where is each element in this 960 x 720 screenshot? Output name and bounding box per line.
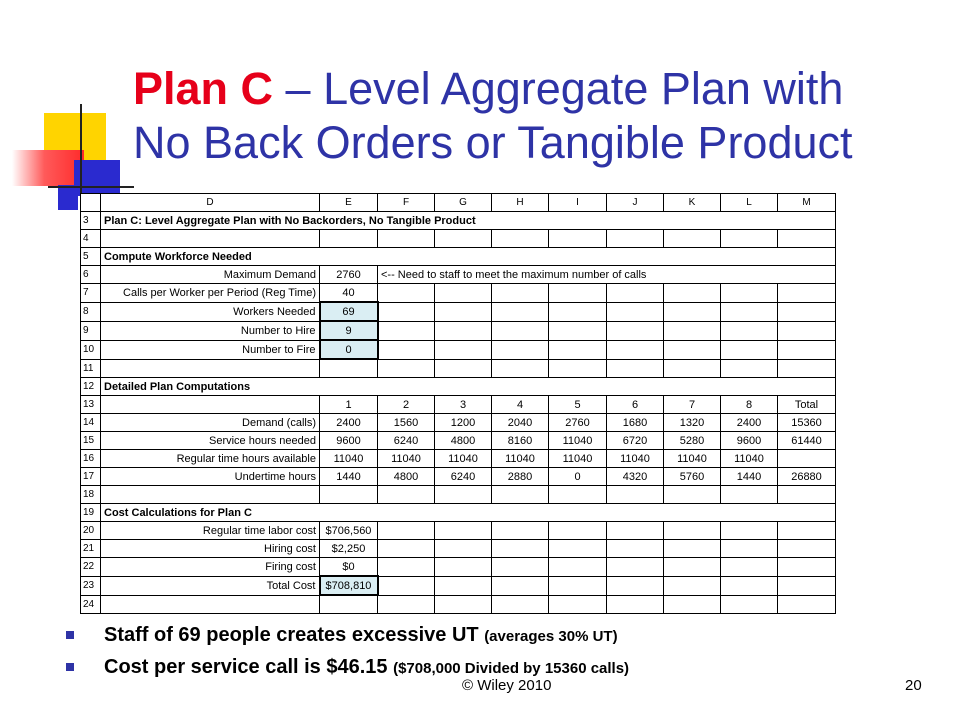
value-cell: 6 [607, 396, 664, 414]
value-cell [778, 486, 836, 504]
value-cell [320, 486, 378, 504]
section-heading: Plan C: Level Aggregate Plan with No Backorders, No Tangible Product [101, 212, 836, 230]
sheet-row [81, 576, 836, 595]
bullet-item [64, 620, 629, 652]
value-cell [378, 340, 435, 359]
row-label: Demand (calls) [101, 414, 320, 432]
value-cell [549, 486, 607, 504]
value-cell: 5 [549, 396, 607, 414]
value-cell [778, 340, 836, 359]
value-cell: 6720 [607, 432, 664, 450]
value-cell [492, 321, 549, 340]
sheet-row [81, 302, 836, 321]
value-cell [549, 230, 607, 248]
column-header-h: H [492, 194, 549, 212]
value-cell [778, 450, 836, 468]
section-heading: Compute Workforce Needed [101, 248, 836, 266]
sheet-row [81, 504, 836, 522]
value-cell [778, 576, 836, 595]
value-cell: 4320 [607, 468, 664, 486]
value-cell [664, 302, 721, 321]
value-cell [721, 558, 778, 577]
sheet-row [81, 378, 836, 396]
value-cell [492, 359, 549, 378]
row-number: 24 [81, 595, 101, 614]
value-cell [492, 284, 549, 303]
value-cell: 1440 [721, 468, 778, 486]
value-cell [778, 558, 836, 577]
value-cell [778, 302, 836, 321]
row-number: 8 [81, 302, 101, 321]
value-cell: 40 [320, 284, 378, 303]
corner-cell [81, 194, 101, 212]
value-cell: 69 [320, 302, 378, 321]
value-cell [721, 576, 778, 595]
value-cell [778, 522, 836, 540]
value-cell [721, 486, 778, 504]
value-cell: $706,560 [320, 522, 378, 540]
value-cell [721, 359, 778, 378]
value-cell: 5760 [664, 468, 721, 486]
bullet-note-text: (averages 30% UT) [484, 628, 618, 645]
logo-blue-small-block [58, 185, 78, 210]
value-cell [435, 486, 492, 504]
value-cell [435, 359, 492, 378]
value-cell [549, 595, 607, 614]
value-cell: 1320 [664, 414, 721, 432]
value-cell: 11040 [435, 450, 492, 468]
value-cell [721, 230, 778, 248]
column-header-k: K [664, 194, 721, 212]
value-cell: 26880 [778, 468, 836, 486]
value-cell [721, 522, 778, 540]
value-cell: 2 [378, 396, 435, 414]
value-cell: 3 [435, 396, 492, 414]
row-number: 23 [81, 576, 101, 595]
value-cell [435, 595, 492, 614]
row-number: 4 [81, 230, 101, 248]
row-label: Firing cost [101, 558, 320, 577]
column-header-f: F [378, 194, 435, 212]
value-cell [320, 359, 378, 378]
footer-copyright: © Wiley 2010 [462, 677, 552, 694]
section-heading: Cost Calculations for Plan C [101, 504, 836, 522]
row-number: 11 [81, 359, 101, 378]
section-heading: Detailed Plan Computations [101, 378, 836, 396]
value-cell: 6240 [378, 432, 435, 450]
value-cell [607, 595, 664, 614]
value-cell [721, 321, 778, 340]
row-label: Undertime hours [101, 468, 320, 486]
slide-title [133, 62, 933, 170]
value-cell [492, 486, 549, 504]
value-cell: 2400 [320, 414, 378, 432]
bullet-list [64, 620, 629, 684]
row-number: 16 [81, 450, 101, 468]
value-cell [607, 558, 664, 577]
sheet-row [81, 595, 836, 614]
value-cell [607, 359, 664, 378]
value-cell: 1200 [435, 414, 492, 432]
row-label: Hiring cost [101, 540, 320, 558]
value-cell [549, 321, 607, 340]
bullet-main-text: Staff of 69 people creates excessive UT [104, 624, 485, 646]
row-number: 21 [81, 540, 101, 558]
sheet-row [81, 414, 836, 432]
value-cell [664, 284, 721, 303]
value-cell: 1560 [378, 414, 435, 432]
sheet-row [81, 540, 836, 558]
value-cell [664, 576, 721, 595]
value-cell [778, 359, 836, 378]
value-cell [435, 340, 492, 359]
row-number: 14 [81, 414, 101, 432]
value-cell [378, 321, 435, 340]
value-cell: 2400 [721, 414, 778, 432]
value-cell: 4800 [378, 468, 435, 486]
column-header-e: E [320, 194, 378, 212]
value-cell [435, 558, 492, 577]
value-cell: 1440 [320, 468, 378, 486]
row-number: 13 [81, 396, 101, 414]
sheet-row [81, 230, 836, 248]
value-cell: 11040 [320, 450, 378, 468]
sheet-row [81, 212, 836, 230]
value-cell [721, 302, 778, 321]
value-cell [549, 558, 607, 577]
value-cell [607, 321, 664, 340]
value-cell [378, 540, 435, 558]
value-cell [664, 486, 721, 504]
value-cell [607, 230, 664, 248]
value-cell [435, 576, 492, 595]
row-number: 20 [81, 522, 101, 540]
value-cell [549, 540, 607, 558]
row-number: 12 [81, 378, 101, 396]
value-cell: 4 [492, 396, 549, 414]
row-label: Number to Fire [101, 340, 320, 359]
value-cell: 2760 [549, 414, 607, 432]
value-cell: 5280 [664, 432, 721, 450]
value-cell: 0 [320, 340, 378, 359]
value-cell: 6240 [435, 468, 492, 486]
row-number: 18 [81, 486, 101, 504]
value-cell [664, 522, 721, 540]
value-cell: 9 [320, 321, 378, 340]
value-cell [549, 576, 607, 595]
value-cell: 11040 [607, 450, 664, 468]
value-cell [607, 340, 664, 359]
value-cell [778, 540, 836, 558]
value-cell: 11040 [378, 450, 435, 468]
value-cell: 15360 [778, 414, 836, 432]
logo-horizontal-line [48, 186, 134, 188]
value-cell [492, 558, 549, 577]
column-header-m: M [778, 194, 836, 212]
value-cell [492, 595, 549, 614]
sheet-row [81, 396, 836, 414]
label-cell [101, 230, 320, 248]
value-cell [664, 230, 721, 248]
row-label: Regular time hours available [101, 450, 320, 468]
value-cell [664, 340, 721, 359]
value-cell [721, 595, 778, 614]
sheet-row [81, 321, 836, 340]
value-cell [492, 302, 549, 321]
value-cell: 0 [549, 468, 607, 486]
value-cell: 11040 [492, 450, 549, 468]
column-header-i: I [549, 194, 607, 212]
column-header-row [81, 194, 836, 212]
row-number: 17 [81, 468, 101, 486]
row-number: 5 [81, 248, 101, 266]
value-cell: $0 [320, 558, 378, 577]
value-cell [378, 576, 435, 595]
spreadsheet-table [80, 193, 836, 614]
value-cell [378, 486, 435, 504]
value-cell [607, 540, 664, 558]
sheet-row [81, 266, 836, 284]
value-cell [664, 558, 721, 577]
row-label: Maximum Demand [101, 266, 320, 284]
bullet-square-icon [66, 631, 74, 639]
value-cell: $2,250 [320, 540, 378, 558]
row-number: 6 [81, 266, 101, 284]
value-cell: 1680 [607, 414, 664, 432]
value-cell [778, 321, 836, 340]
value-cell [721, 540, 778, 558]
column-header-g: G [435, 194, 492, 212]
row-number: 3 [81, 212, 101, 230]
value-cell: $708,810 [320, 576, 378, 595]
row-number: 22 [81, 558, 101, 577]
value-cell [435, 302, 492, 321]
value-cell [435, 321, 492, 340]
sheet-row [81, 432, 836, 450]
value-cell [607, 522, 664, 540]
value-cell: 8 [721, 396, 778, 414]
value-cell [549, 302, 607, 321]
bullet-main-text: Cost per service call is $46.15 [104, 656, 394, 678]
value-cell [378, 359, 435, 378]
note-cell: <-- Need to staff to meet the maximum number of calls [378, 266, 836, 284]
value-cell [435, 230, 492, 248]
value-cell [492, 230, 549, 248]
row-label: Total Cost [101, 576, 320, 595]
page-number: 20 [905, 677, 922, 694]
value-cell: Total [778, 396, 836, 414]
column-header-l: L [721, 194, 778, 212]
value-cell: 2040 [492, 414, 549, 432]
logo-vertical-line [80, 104, 82, 196]
value-cell [435, 540, 492, 558]
value-cell [378, 230, 435, 248]
value-cell [778, 230, 836, 248]
value-cell [721, 284, 778, 303]
title-line2: No Back Orders or Tangible Product [133, 117, 853, 168]
value-cell [607, 576, 664, 595]
value-cell [778, 284, 836, 303]
column-header-j: J [607, 194, 664, 212]
value-cell [492, 340, 549, 359]
value-cell [435, 522, 492, 540]
value-cell [378, 284, 435, 303]
value-cell [607, 284, 664, 303]
row-number: 19 [81, 504, 101, 522]
value-cell [664, 595, 721, 614]
value-cell: 61440 [778, 432, 836, 450]
sheet-row [81, 359, 836, 378]
value-cell [664, 359, 721, 378]
value-cell [320, 595, 378, 614]
value-cell: 8160 [492, 432, 549, 450]
sheet-row [81, 558, 836, 577]
value-cell [378, 558, 435, 577]
row-number: 15 [81, 432, 101, 450]
value-cell [378, 302, 435, 321]
bullet-square-icon [66, 663, 74, 671]
value-cell [664, 321, 721, 340]
spreadsheet [80, 193, 836, 614]
value-cell [492, 576, 549, 595]
value-cell [549, 522, 607, 540]
row-label [101, 396, 320, 414]
sheet-row [81, 284, 836, 303]
value-cell [492, 540, 549, 558]
value-cell: 11040 [549, 432, 607, 450]
row-number: 9 [81, 321, 101, 340]
row-label: Number to Hire [101, 321, 320, 340]
value-cell: 11040 [549, 450, 607, 468]
value-cell [378, 595, 435, 614]
row-label: Calls per Worker per Period (Reg Time) [101, 284, 320, 303]
value-cell [549, 284, 607, 303]
value-cell [435, 284, 492, 303]
sheet-row [81, 340, 836, 359]
row-label: Workers Needed [101, 302, 320, 321]
value-cell [549, 359, 607, 378]
value-cell: 2880 [492, 468, 549, 486]
bullet-note-text: ($708,000 Divided by 15360 calls) [393, 660, 630, 677]
value-cell: 11040 [664, 450, 721, 468]
value-cell: 7 [664, 396, 721, 414]
sheet-row [81, 468, 836, 486]
sheet-row [81, 248, 836, 266]
value-cell: 4800 [435, 432, 492, 450]
column-header-d: D [101, 194, 320, 212]
value-cell: 9600 [320, 432, 378, 450]
sheet-row [81, 450, 836, 468]
value-cell [664, 540, 721, 558]
value-cell: 2760 [320, 266, 378, 284]
sheet-row [81, 522, 836, 540]
title-highlight: Plan C [133, 63, 274, 114]
title-line1-rest: – Level Aggregate Plan with [273, 63, 844, 114]
value-cell: 9600 [721, 432, 778, 450]
value-cell [721, 340, 778, 359]
label-cell [101, 595, 320, 614]
row-number: 10 [81, 340, 101, 359]
value-cell: 1 [320, 396, 378, 414]
value-cell [492, 522, 549, 540]
label-cell [101, 486, 320, 504]
value-cell [549, 340, 607, 359]
value-cell [778, 595, 836, 614]
label-cell [101, 359, 320, 378]
value-cell [607, 302, 664, 321]
row-label: Regular time labor cost [101, 522, 320, 540]
value-cell [378, 522, 435, 540]
value-cell: 11040 [721, 450, 778, 468]
row-label: Service hours needed [101, 432, 320, 450]
row-number: 7 [81, 284, 101, 303]
value-cell [607, 486, 664, 504]
sheet-row [81, 486, 836, 504]
value-cell [320, 230, 378, 248]
